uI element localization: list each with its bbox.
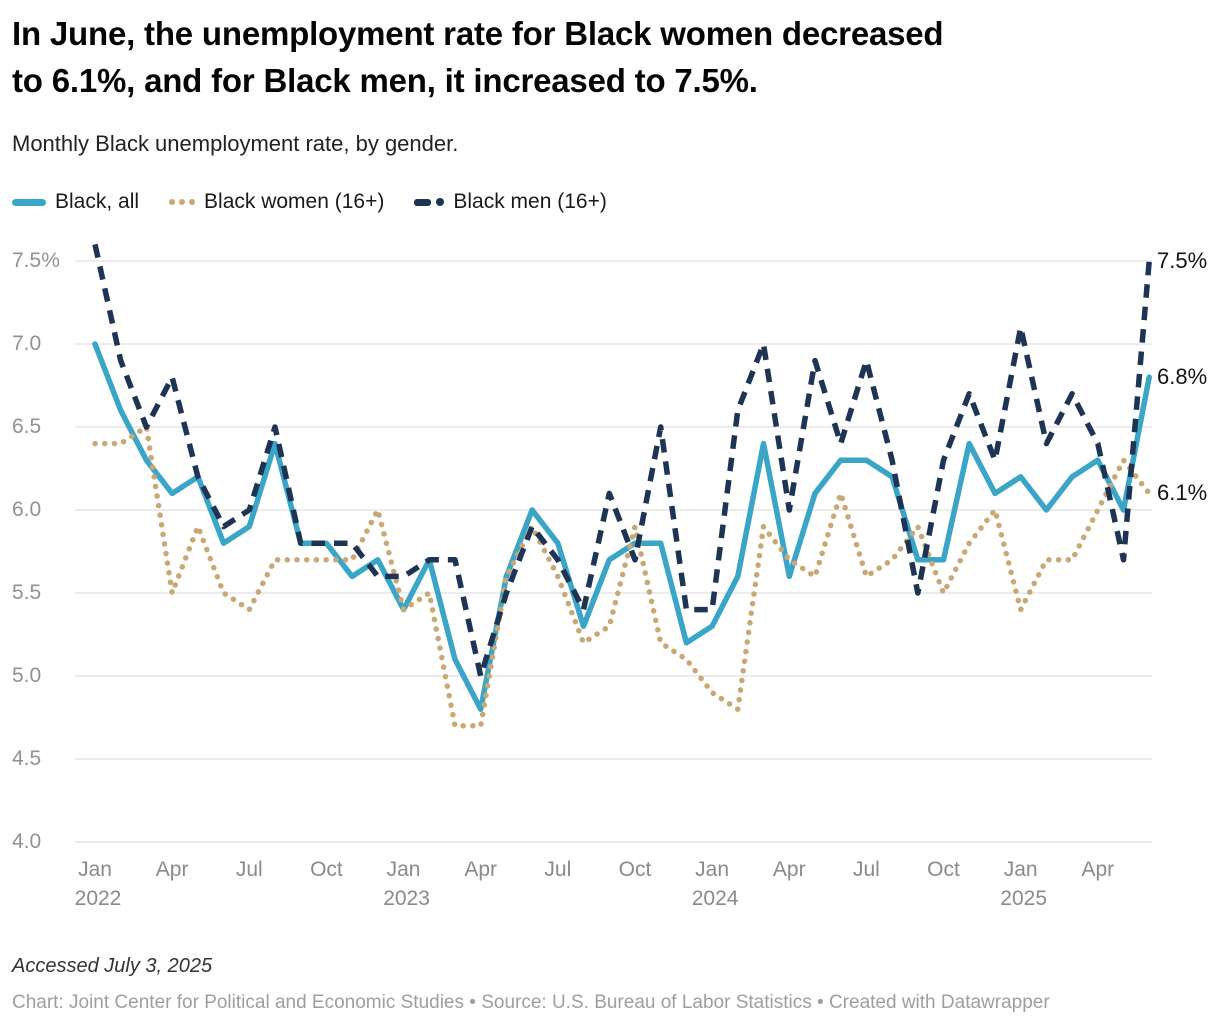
- x-tick-month-18: Jul: [544, 858, 572, 881]
- legend-label-black-all: Black, all: [55, 190, 140, 213]
- series-line-black_all: [95, 344, 1149, 709]
- x-tick-month-15: Apr: [464, 858, 498, 881]
- x-tick-month-0: Jan: [78, 858, 112, 881]
- x-tick-year-2023: 2023: [383, 887, 430, 910]
- x-tick-month-21: Oct: [618, 858, 652, 881]
- chart-subtitle: Monthly Black unemployment rate, by gender.: [12, 131, 459, 156]
- series-line-black_women: [95, 427, 1149, 726]
- chart-title-line2: to 6.1%, and for Black men, it increased to 7.5%.: [12, 62, 758, 99]
- y-tick-label-5.5: 5.5: [12, 581, 42, 604]
- x-tick-month-3: Apr: [155, 858, 189, 881]
- x-tick-month-12: Jan: [386, 858, 421, 881]
- legend-label-black-women: Black women (16+): [204, 190, 385, 213]
- x-tick-month-27: Apr: [772, 858, 806, 881]
- x-tick-year-2024: 2024: [691, 887, 739, 910]
- accessed-note: Accessed July 3, 2025: [12, 955, 213, 977]
- chart-title-line1: In June, the unemployment rate for Black women decreased: [12, 15, 944, 52]
- end-value-label-black_women: 6.1%: [1157, 480, 1208, 506]
- end-value-label-black_all: 6.8%: [1157, 364, 1208, 390]
- y-tick-label-5: 5.0: [12, 664, 42, 687]
- series-line-black_men: [95, 244, 1149, 676]
- y-tick-label-6: 6.0: [12, 498, 42, 521]
- x-tick-month-30: Jul: [852, 858, 880, 881]
- y-tick-label-7: 7.0: [12, 332, 42, 355]
- x-tick-month-6: Jul: [235, 858, 263, 881]
- x-tick-year-2025: 2025: [1000, 887, 1048, 910]
- x-tick-month-9: Oct: [310, 858, 343, 881]
- y-tick-label-4.5: 4.5: [12, 747, 42, 770]
- x-tick-month-39: Apr: [1081, 858, 1115, 881]
- legend-label-black-men: Black men (16+): [453, 190, 607, 213]
- y-tick-label-6.5: 6.5: [12, 415, 42, 438]
- y-tick-label-7.5: 7.5%: [12, 249, 60, 272]
- x-tick-year-2022: 2022: [74, 887, 122, 910]
- credits-line: Chart: Joint Center for Political and Economic Studies • Source: U.S. Bureau of Labor Statistics • Created with Datawrapper: [12, 992, 1050, 1013]
- x-tick-month-33: Oct: [927, 858, 960, 881]
- y-tick-label-4: 4.0: [12, 830, 42, 853]
- end-value-label-black_men: 7.5%: [1157, 248, 1208, 273]
- x-tick-month-36: Jan: [1003, 858, 1038, 881]
- x-tick-month-24: Jan: [695, 858, 730, 881]
